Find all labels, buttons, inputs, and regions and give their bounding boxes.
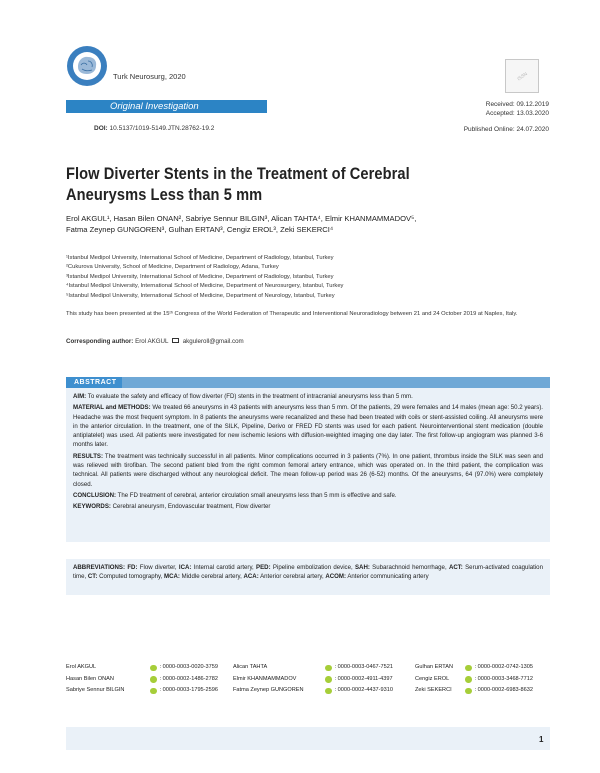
page-number: 1	[539, 735, 544, 744]
abstract-header-bar	[66, 377, 550, 388]
envelope-icon	[172, 338, 179, 343]
abbrev-value: Anterior cerebral artery,	[258, 573, 326, 581]
keywords-text: Cerebral aneurysm, Endovascular treatment, Flow diverter	[112, 503, 271, 511]
presentation-note: This study has been presented at the 15ᵗʰ Congress of the World Federation of Therapeutic and Interventional Neuroradiology between 21 and 24 October 2019 at Naples, Italy.	[66, 311, 518, 317]
orcid-icon[interactable]	[465, 676, 472, 683]
orcid-author-name: Alican TAHTA	[233, 664, 268, 670]
svg-text:ISSN: ISSN	[516, 71, 529, 82]
orcid-id[interactable]: : 0000-0003-0020-3759	[159, 664, 218, 670]
orcid-row	[233, 674, 393, 686]
orcid-icon[interactable]	[325, 665, 332, 672]
affiliation: ²Cukurova University, School of Medicine, Department of Radiology, Adana, Turkey	[66, 264, 279, 271]
abbrev-item	[88, 573, 164, 580]
orcid-row	[66, 662, 218, 674]
abbrev-value: Serum-activated coagulation time,	[73, 564, 543, 581]
abbrev-item	[179, 564, 256, 571]
abstract-methods	[73, 403, 543, 449]
orcid-icon[interactable]	[465, 665, 472, 672]
orcid-author-name: Fatma Zeynep GUNGOREN	[233, 687, 304, 693]
orcid-author-name: Hasan Bilen ONAN	[66, 675, 114, 682]
journal-citation: Turk Neurosurg, 2020	[113, 72, 186, 81]
abbrev-key: SAH:	[354, 564, 370, 571]
affiliation: ⁵Istanbul Medipol University, International School of Medicine, Department of Neurology, Istanbul, Turkey	[66, 292, 335, 299]
abbrev-item	[355, 564, 449, 571]
keywords-label: KEYWORDS:	[73, 503, 111, 511]
orcid-id[interactable]: : 0000-0002-4437-9310	[334, 687, 393, 693]
doi-value[interactable]: 10.5137/1019-5149.JTN.28762-19.2	[109, 125, 215, 132]
corresponding-label: Corresponding author:	[66, 338, 134, 345]
abstract-aim	[73, 392, 543, 401]
abstract-conclusion	[73, 491, 543, 500]
abbrev-key: ACA:	[243, 573, 259, 581]
orcid-id[interactable]: : 0000-0002-0742-1305	[474, 664, 533, 670]
abbrev-item	[127, 564, 179, 571]
orcid-row	[66, 674, 218, 686]
orcid-icon[interactable]	[150, 665, 157, 672]
orcid-icon[interactable]	[465, 688, 472, 695]
abbrev-key: ICA:	[178, 564, 192, 571]
abbrev-value: Subarachnoid hemorrhage,	[369, 564, 449, 571]
abbrev-key: PED:	[256, 564, 271, 571]
abbrev-value: Computed tomography,	[97, 573, 165, 581]
published-date: Published Online: 24.07.2020	[463, 126, 549, 133]
doi[interactable]	[94, 125, 214, 132]
abbrev-item	[164, 573, 243, 580]
abbrev-item	[256, 564, 355, 571]
abbrev-key: ACOM:	[325, 573, 346, 581]
orcid-column	[66, 662, 218, 697]
orcid-icon[interactable]	[150, 676, 157, 683]
orcid-id[interactable]: : 0000-0002-6983-8632	[474, 687, 533, 693]
abstract-heading: ABSTRACT	[66, 377, 122, 388]
abbrev-value: Internal carotid artery,	[191, 564, 257, 571]
orcid-author-name: Zeki SEKERCI	[415, 687, 452, 693]
doi-label: DOI:	[94, 125, 108, 132]
orcid-column	[415, 662, 533, 697]
section-label: Original Investigation	[66, 100, 267, 113]
orcid-row	[415, 685, 533, 697]
results-label: RESULTS:	[73, 452, 104, 460]
orcid-row	[233, 662, 393, 674]
orcid-icon[interactable]	[325, 688, 332, 695]
affiliation: ⁴Istanbul Medipol University, International School of Medicine, Department of Neurosurgery, Istanbul, Turkey	[66, 283, 344, 290]
orcid-author-name: Elmir KHANMAMMADOV	[233, 675, 297, 682]
abstract-results	[73, 452, 543, 489]
methods-text: We treated 66 aneurysms in 43 patients with aneurysms less than 5 mm. Of the patients, 29 were females and 14 males (mean age: 50.2 years). Headache was the most frequent symptom. In 8 patients the aneurysms were recanalized and these had been treated with coils or stent-assisted coiling. All aneurysms were in the anterior circulation. In the treatment, one of the SILK, Pipeline, Derivo or FRED FD stents was used for each patient. Neurointerventional stent medication (double antiplatelet) was used. All patients were investigated for new ischemic lesions with diffusion-weighted imaging one day later. The first follow-up angiogram was planned 3-6 months later.	[73, 404, 543, 449]
orcid-icon[interactable]	[325, 676, 332, 683]
abstract-keywords	[73, 502, 543, 511]
abbrev-key: FD:	[127, 564, 138, 571]
orcid-id[interactable]: : 0000-0003-3468-7712	[474, 675, 533, 682]
abbrev-value: Flow diverter,	[137, 564, 179, 571]
corresponding-name: Erol AKGUL	[135, 338, 169, 345]
orcid-id[interactable]: : 0000-0003-1795-2596	[159, 687, 218, 693]
crossmark-badge-icon[interactable]	[505, 59, 539, 93]
brain-logo-icon	[66, 45, 108, 87]
results-text: The treatment was technically successful in all patients. Minor complications occurred in 3 patients (7%). In one patient, thrombus inside the SILK was seen and was relieved with tirofiban. The second patient bled from the right common femoral artery entrance, which was operated on. In the third patient, the complication was technical. All patients were discharged without any neurological deficit. The mean follow-up period was 26 (6-52) months. Of the aneurysms, 64 (97.0%) were completely closed.	[73, 452, 543, 488]
conclusion-text: The FD treatment of cerebral, anterior circulation small aneurysms less than 5 mm is effective and safe.	[117, 491, 397, 499]
orcid-author-name: Cengiz EROL	[415, 675, 450, 682]
abstract-body	[66, 388, 550, 542]
abbreviations	[66, 559, 550, 595]
footer-bar	[66, 727, 550, 750]
orcid-id[interactable]: : 0000-0002-1486-2782	[159, 675, 218, 682]
orcid-icon[interactable]	[150, 688, 157, 695]
orcid-author-name: Erol AKGUL	[66, 664, 97, 670]
abbrev-key: MCA:	[164, 573, 180, 581]
affiliations	[66, 254, 546, 301]
author-line: Fatma Zeynep GUNGOREN³, Gulhan ERTAN³, Cengiz EROL³, Zeki SEKERCI⁴	[66, 224, 334, 234]
abbrev-item	[325, 573, 428, 580]
abbreviations-label: ABBREVIATIONS:	[73, 564, 126, 571]
article-title: Flow Diverter Stents in the Treatment of Cerebral Aneurysms Less than 5 mm	[66, 164, 410, 204]
abbrev-value: Anterior communicating artery	[346, 573, 429, 581]
author-line: Erol AKGUL¹, Hasan Bilen ONAN², Sabriye Sennur BILGIN³, Alican TAHTA⁴, Elmir KHANMAMMADOV⁵,	[66, 214, 417, 223]
abbrev-item	[244, 573, 326, 580]
orcid-column	[233, 662, 393, 697]
author-list	[66, 214, 546, 235]
orcid-author-name: Gulhan ERTAN	[415, 664, 454, 670]
orcid-id[interactable]: : 0000-0003-0467-7521	[334, 664, 393, 670]
received-date: Received: 09.12.2019	[485, 101, 549, 108]
orcid-row	[66, 685, 218, 697]
orcid-author-name: Sabriye Sennur BILGIN	[66, 687, 125, 693]
orcid-row	[415, 662, 533, 674]
orcid-id[interactable]: : 0000-0002-4911-4397	[334, 675, 393, 682]
aim-text: To evaluate the safety and efficacy of flow diverter (FD) stents in the treatment of intracranial aneurysms less than 5 mm.	[87, 393, 413, 400]
affiliation: ³Istanbul Medipol University, International School of Medicine, Department of Radiology, Istanbul, Turkey	[66, 273, 334, 280]
methods-label: MATERIAL and METHODS:	[73, 404, 151, 412]
abbrev-key: ACT:	[448, 564, 463, 571]
accepted-date: Accepted: 13.03.2020	[485, 110, 549, 117]
abbrev-key: CT:	[87, 573, 98, 581]
abbrev-value: Pipeline embolization device,	[270, 564, 355, 571]
abbrev-value: Middle cerebral artery,	[179, 573, 244, 581]
orcid-row	[233, 685, 393, 697]
aim-label: AIM:	[73, 393, 87, 400]
corresponding-email[interactable]: akguleroll@gmail.com	[182, 338, 244, 345]
corresponding-author	[66, 338, 244, 345]
orcid-row	[415, 674, 533, 686]
affiliation: ¹Istanbul Medipol University, International School of Medicine, Department of Radiology, Istanbul, Turkey	[66, 255, 334, 261]
conclusion-label: CONCLUSION:	[73, 491, 116, 499]
